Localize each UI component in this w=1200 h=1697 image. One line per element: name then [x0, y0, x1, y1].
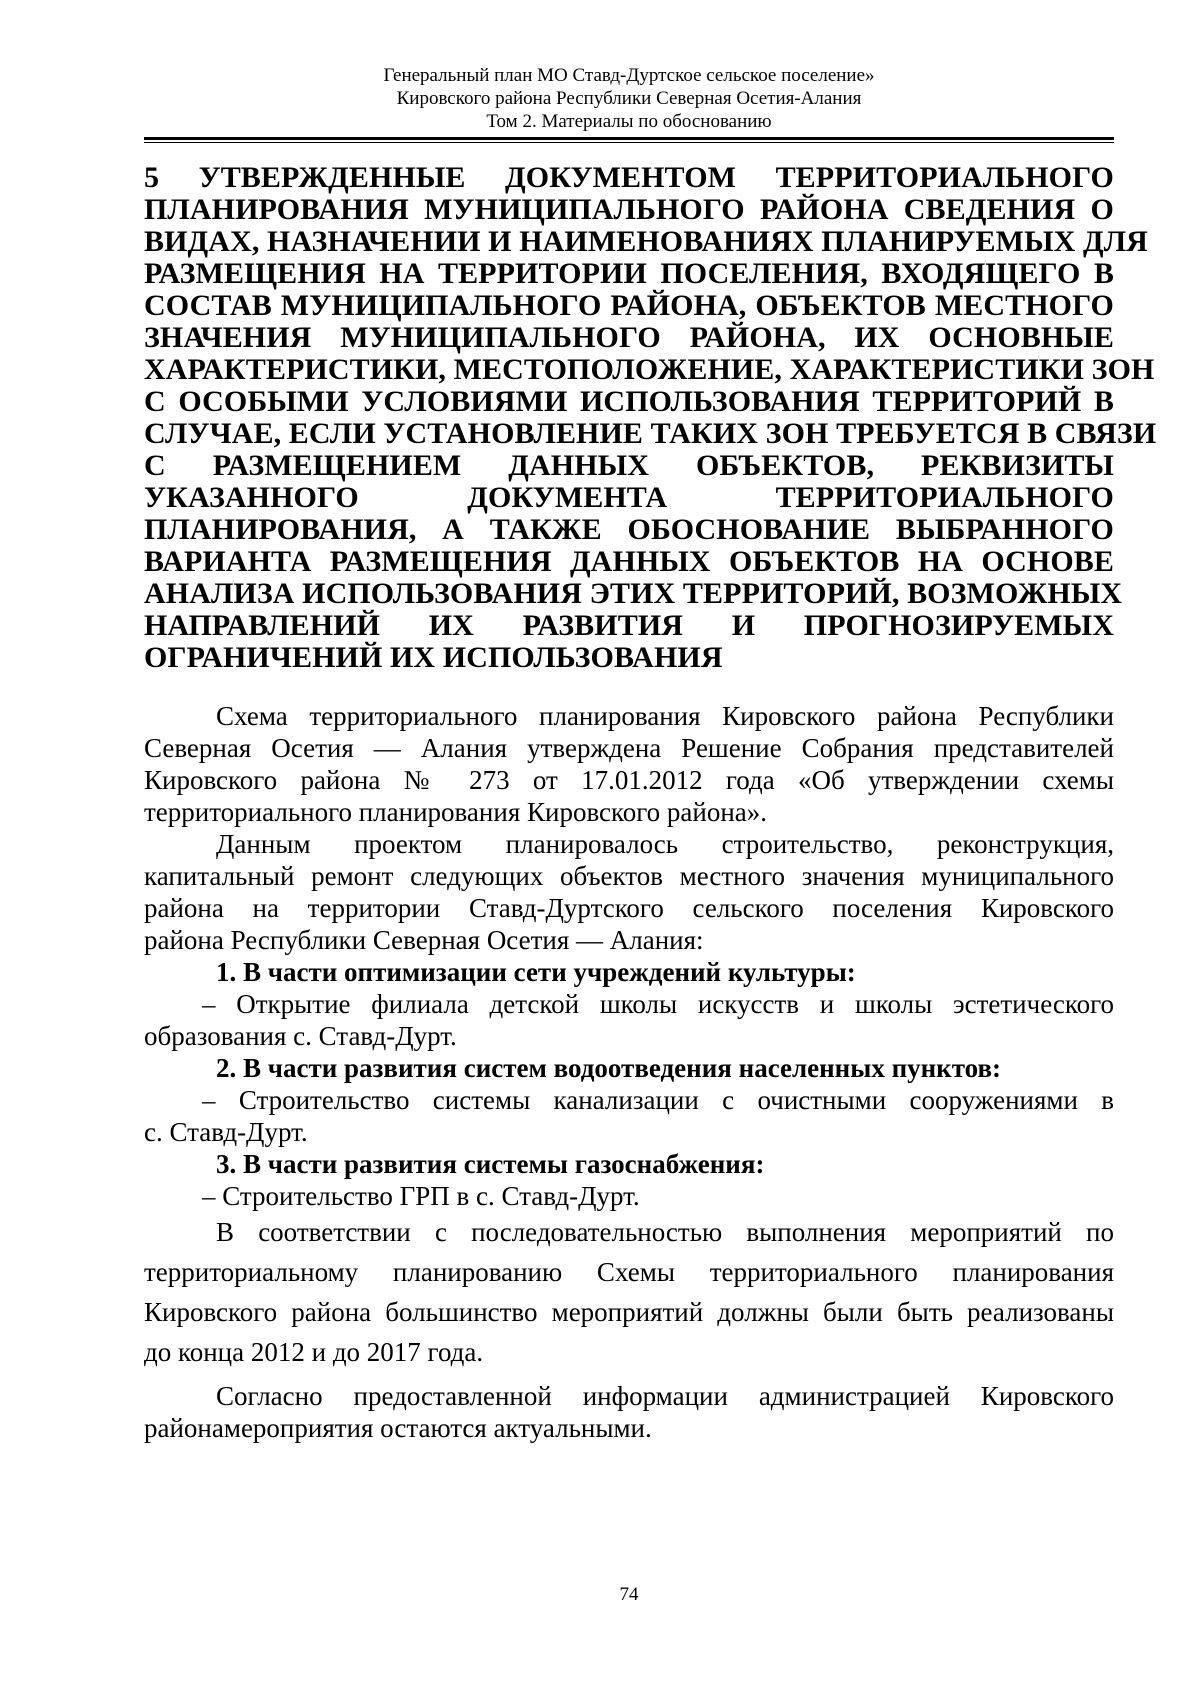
heading-line: СОСТАВ МУНИЦИПАЛЬНОГО РАЙОНА, ОБЪЕКТОВ МЕСТНОГО [144, 289, 1114, 322]
text-line: Кировского района № 273 от 17.01.2012 года «Об утверждении схемы [144, 765, 1114, 795]
text-line: Кировского района большинство мероприятий должны были быть реализованы [144, 1297, 1114, 1327]
heading-line: ВИДАХ, НАЗНАЧЕНИИ И НАИМЕНОВАНИЯХ ПЛАНИРУЕМЫХ ДЛЯ [144, 225, 1148, 258]
paragraph-relevance [144, 1380, 1114, 1444]
subsection-gas-title: 3. В части развития системы газоснабжения: [216, 1149, 765, 1179]
text-line: до конца 2012 и до 2017 года. [144, 1337, 484, 1367]
heading-line: 5 УТВЕРЖДЕННЫЕ ДОКУМЕНТОМ ТЕРРИТОРИАЛЬНОГО [144, 161, 1114, 194]
text-line: – Открытие филиала детской школы искусств и школы эстетического [202, 989, 1114, 1019]
running-header [144, 64, 1114, 133]
subsection-wastewater-title: 2. В части развития систем водоотведения населенных пунктов: [216, 1053, 1002, 1083]
text-line: В соответствии с последовательностью выполнения мероприятий по [216, 1217, 1114, 1247]
header-line-3: Том 2. Материалы по обоснованию [486, 111, 772, 132]
text-line: районамероприятия остаются актуальными. [144, 1413, 652, 1443]
subsection-wastewater-item [144, 1084, 1114, 1148]
heading-line: НАПРАВЛЕНИЙ ИХ РАЗВИТИЯ И ПРОГНОЗИРУЕМЫХ [144, 609, 1114, 642]
heading-line: ВАРИАНТА РАЗМЕЩЕНИЯ ДАННЫХ ОБЪЕКТОВ НА ОСНОВЕ [144, 545, 1114, 578]
text-line: Северная Осетия — Алания утверждена Решение Собрания представителей [144, 733, 1114, 763]
heading-line: УКАЗАННОГО ДОКУМЕНТА ТЕРРИТОРИАЛЬНОГО [144, 481, 1114, 514]
text-line: района на территории Ставд-Дуртского сельского поселения Кировского [144, 893, 1114, 923]
heading-line: АНАЛИЗА ИСПОЛЬЗОВАНИЯ ЭТИХ ТЕРРИТОРИЙ, ВОЗМОЖНЫХ [144, 577, 1123, 610]
text-line: района Республики Северная Осетия — Алания: [144, 925, 704, 955]
text-line: территориального планирования Кировского района». [144, 797, 768, 827]
paragraph-gap [144, 1372, 1114, 1380]
text-line: Согласно предоставленной информации администрацией Кировского [216, 1381, 1114, 1411]
text-line: капитальный ремонт следующих объектов местного значения муниципального [144, 861, 1114, 891]
heading-line: С РАЗМЕЩЕНИЕМ ДАННЫХ ОБЪЕКТОВ, РЕКВИЗИТЫ [144, 449, 1114, 482]
header-line-1: Генеральный план МО Ставд-Дуртское сельское поселение» [383, 65, 875, 86]
paragraph-planned-objects [144, 828, 1114, 956]
section-heading [144, 161, 1157, 674]
body-text [144, 700, 1114, 1444]
text-line: Данным проектом планировалось строительство, реконструкция, [216, 829, 1114, 859]
header-rule-thick [144, 137, 1114, 140]
heading-line: ПЛАНИРОВАНИЯ МУНИЦИПАЛЬНОГО РАЙОНА СВЕДЕНИЯ О [144, 193, 1114, 226]
text-line: – Строительство системы канализации с очистными сооружениями в [202, 1085, 1114, 1115]
page-number: 74 [619, 1584, 639, 1605]
text-line: территориальному планированию Схемы территориального планирования [144, 1257, 1114, 1287]
text-line: с. Ставд-Дурт. [144, 1117, 308, 1147]
subsection-culture-item [144, 988, 1114, 1052]
heading-line: РАЗМЕЩЕНИЯ НА ТЕРРИТОРИИ ПОСЕЛЕНИЯ, ВХОДЯЩЕГО В [144, 257, 1114, 290]
heading-line: ЗНАЧЕНИЯ МУНИЦИПАЛЬНОГО РАЙОНА, ИХ ОСНОВНЫЕ [144, 321, 1114, 354]
paragraph-implementation [144, 1212, 1114, 1372]
subsection-gas-item [144, 1180, 1114, 1212]
heading-line: ОГРАНИЧЕНИЙ ИХ ИСПОЛЬЗОВАНИЯ [144, 641, 723, 674]
heading-line: ХАРАКТЕРИСТИКИ, МЕСТОПОЛОЖЕНИЕ, ХАРАКТЕРИСТИКИ ЗОН [144, 353, 1155, 386]
heading-line: СЛУЧАЕ, ЕСЛИ УСТАНОВЛЕНИЕ ТАКИХ ЗОН ТРЕБУЕТСЯ В СВЯЗИ [144, 417, 1157, 450]
text-line: Схема территориального планирования Кировского района Республики [216, 701, 1114, 731]
text-line: образования с. Ставд-Дурт. [144, 1021, 457, 1051]
header-rule-thin [144, 142, 1114, 143]
heading-line: С ОСОБЫМИ УСЛОВИЯМИ ИСПОЛЬЗОВАНИЯ ТЕРРИТОРИЙ В [144, 385, 1114, 418]
subsection-culture-title: 1. В части оптимизации сети учреждений культуры: [216, 957, 856, 987]
document-page [144, 0, 1157, 1697]
text-line: – Строительство ГРП в с. Ставд-Дурт. [202, 1181, 640, 1211]
header-line-2: Кировского района Республики Северная Осетия-Алания [396, 88, 862, 109]
paragraph-scheme-approval [144, 700, 1114, 828]
heading-line: ПЛАНИРОВАНИЯ, А ТАКЖЕ ОБОСНОВАНИЕ ВЫБРАННОГО [144, 513, 1114, 546]
